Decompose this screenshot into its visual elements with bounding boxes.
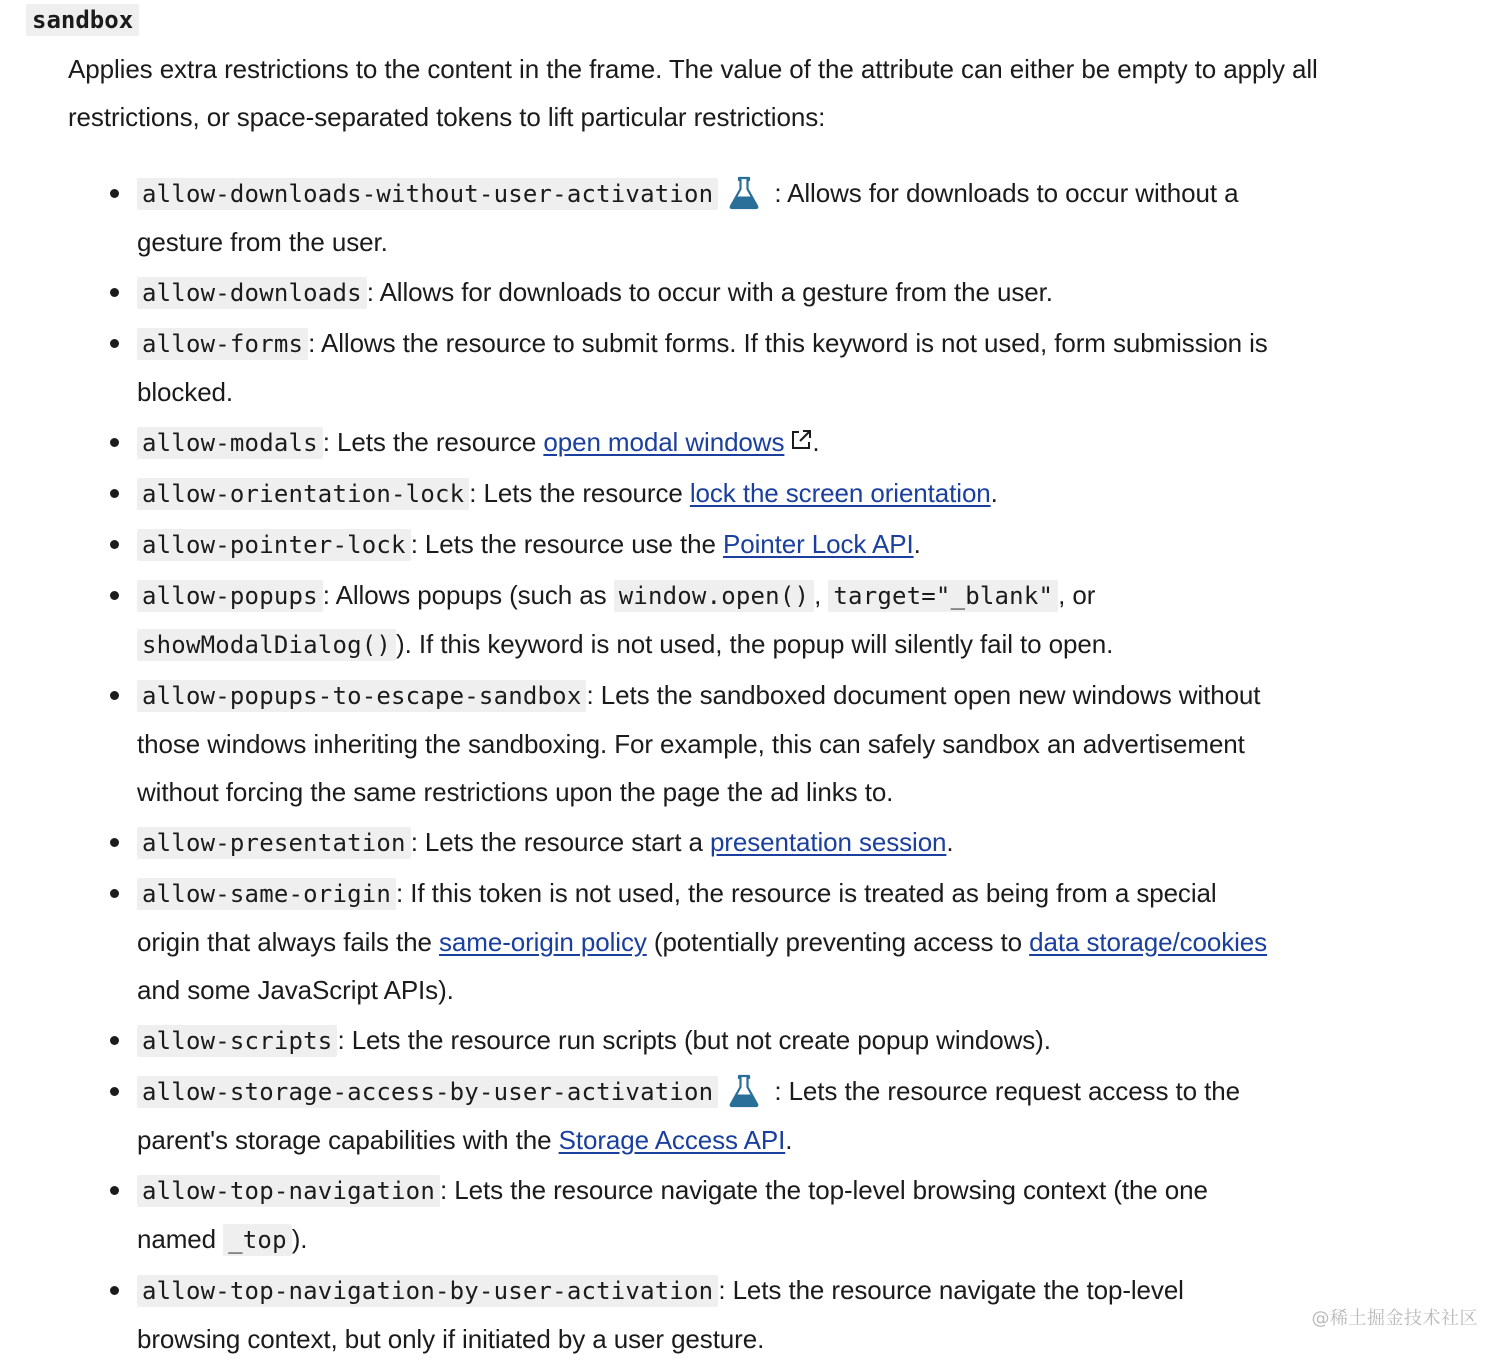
item-text-after: . <box>990 478 998 508</box>
token-code: allow-top-navigation-by-user-activation <box>137 1275 718 1307</box>
bullet <box>110 591 119 600</box>
list-item <box>68 1016 1268 1065</box>
item-text: : Lets the sandboxed document open new windows without those windows inheriting the sandboxing. For example, this can safely sandbox an advertisement without forcing the same restrictions upon the page the ad links to. <box>137 680 1261 807</box>
list-item <box>68 869 1268 1014</box>
item-text: , or <box>1058 580 1096 610</box>
watermark: @稀土掘金技术社区 <box>1311 1308 1478 1329</box>
bullet <box>110 438 119 447</box>
list-item <box>68 169 1268 266</box>
flask-icon <box>728 1074 760 1108</box>
token-code: allow-downloads-without-user-activation <box>137 178 718 210</box>
item-text: : Allows for downloads to occur with a gesture from the user. <box>366 277 1053 307</box>
token-code: allow-popups-to-escape-sandbox <box>137 680 586 712</box>
inline-code: showModalDialog() <box>137 629 396 661</box>
bullet <box>110 1036 119 1045</box>
list-item <box>68 268 1268 317</box>
bullet <box>110 339 119 348</box>
item-text: : Lets the resource navigate the top-level browsing context (the one named <box>137 1175 1208 1254</box>
token-code: allow-downloads <box>137 277 367 309</box>
token-code: allow-forms <box>137 328 308 360</box>
flask-icon <box>728 176 760 210</box>
item-text: : Allows the resource to submit forms. If this keyword is not used, form submission is blocked. <box>137 328 1268 407</box>
link-lock-screen-orientation[interactable]: lock the screen orientation <box>689 478 991 508</box>
item-text: : Lets the resource start a <box>410 827 710 857</box>
item-text: (potentially preventing access to <box>646 927 1030 957</box>
inline-code: window.open() <box>614 580 814 612</box>
definition <box>68 45 1328 1365</box>
item-text: : Lets the resource use the <box>410 529 723 559</box>
bullet <box>110 540 119 549</box>
token-code: allow-presentation <box>137 827 411 859</box>
item-text-after: . <box>913 529 921 559</box>
list-item <box>68 571 1268 669</box>
item-text: : Allows for downloads to occur without a gesture from the user. <box>137 178 1239 257</box>
token-code: allow-popups <box>137 580 323 612</box>
inline-code: _top <box>223 1224 292 1256</box>
item-text: : Lets the resource run scripts (but not create popup windows). <box>337 1025 1051 1055</box>
item-text-after: . <box>946 827 954 857</box>
list-item <box>68 1266 1268 1363</box>
bullet <box>110 1087 119 1096</box>
list-item <box>68 818 1268 867</box>
list-item <box>68 418 1268 467</box>
token-code: allow-pointer-lock <box>137 529 411 561</box>
token-code: allow-top-navigation <box>137 1175 440 1207</box>
token-code: allow-storage-access-by-user-activation <box>137 1076 718 1108</box>
item-text: : If this token is not used, the resource is treated as being from a special origin that always fails the <box>137 878 1217 957</box>
item-text: : Lets the resource navigate the top-level browsing context, but only if initiated by a user gesture. <box>137 1275 1184 1354</box>
bullet <box>110 691 119 700</box>
item-text: , <box>814 580 829 610</box>
token-code: allow-scripts <box>137 1025 337 1057</box>
item-text: and some JavaScript APIs). <box>137 975 454 1005</box>
item-text: : Lets the resource <box>469 478 690 508</box>
list-item <box>68 319 1268 416</box>
list-item <box>68 1067 1268 1164</box>
link-open-modal-windows[interactable]: open modal windows <box>543 427 785 457</box>
item-text: : Lets the resource <box>322 427 544 457</box>
list-item <box>68 469 1268 518</box>
list-item <box>68 671 1268 816</box>
term-sandbox: sandbox <box>26 4 139 36</box>
external-link-icon <box>790 429 812 451</box>
token-list <box>68 169 1268 1363</box>
link-presentation-session[interactable]: presentation session <box>709 827 947 857</box>
bullet <box>110 489 119 498</box>
token-code: allow-orientation-lock <box>137 478 469 510</box>
link-storage-access-api[interactable]: Storage Access API <box>558 1125 786 1155</box>
item-text-after: . <box>785 1125 793 1155</box>
link-data-storage-cookies[interactable]: data storage/cookies <box>1029 927 1268 957</box>
bullet <box>110 889 119 898</box>
item-text: ). <box>291 1224 308 1254</box>
item-text-after: . <box>812 427 820 457</box>
bullet <box>110 288 119 297</box>
token-code: allow-same-origin <box>137 878 396 910</box>
link-pointer-lock-api[interactable]: Pointer Lock API <box>722 529 914 559</box>
bullet <box>110 1286 119 1295</box>
bullet <box>110 189 119 198</box>
list-item <box>68 1166 1268 1264</box>
item-text: : Allows popups (such as <box>322 580 614 610</box>
list-item <box>68 520 1268 569</box>
intro-paragraph: Applies extra restrictions to the content in the frame. The value of the attribute can either be empty to apply all restrictions, or space-separated tokens to lift particular restrictions: <box>68 54 1318 132</box>
token-code: allow-modals <box>137 427 323 459</box>
inline-code: target="_blank" <box>828 580 1058 612</box>
bullet <box>110 1186 119 1195</box>
bullet <box>110 838 119 847</box>
item-text: ). If this keyword is not used, the popup will silently fail to open. <box>396 629 1114 659</box>
item-text: : Lets the resource request access to the parent's storage capabilities with the <box>137 1076 1240 1155</box>
link-same-origin-policy[interactable]: same-origin policy <box>439 927 647 957</box>
